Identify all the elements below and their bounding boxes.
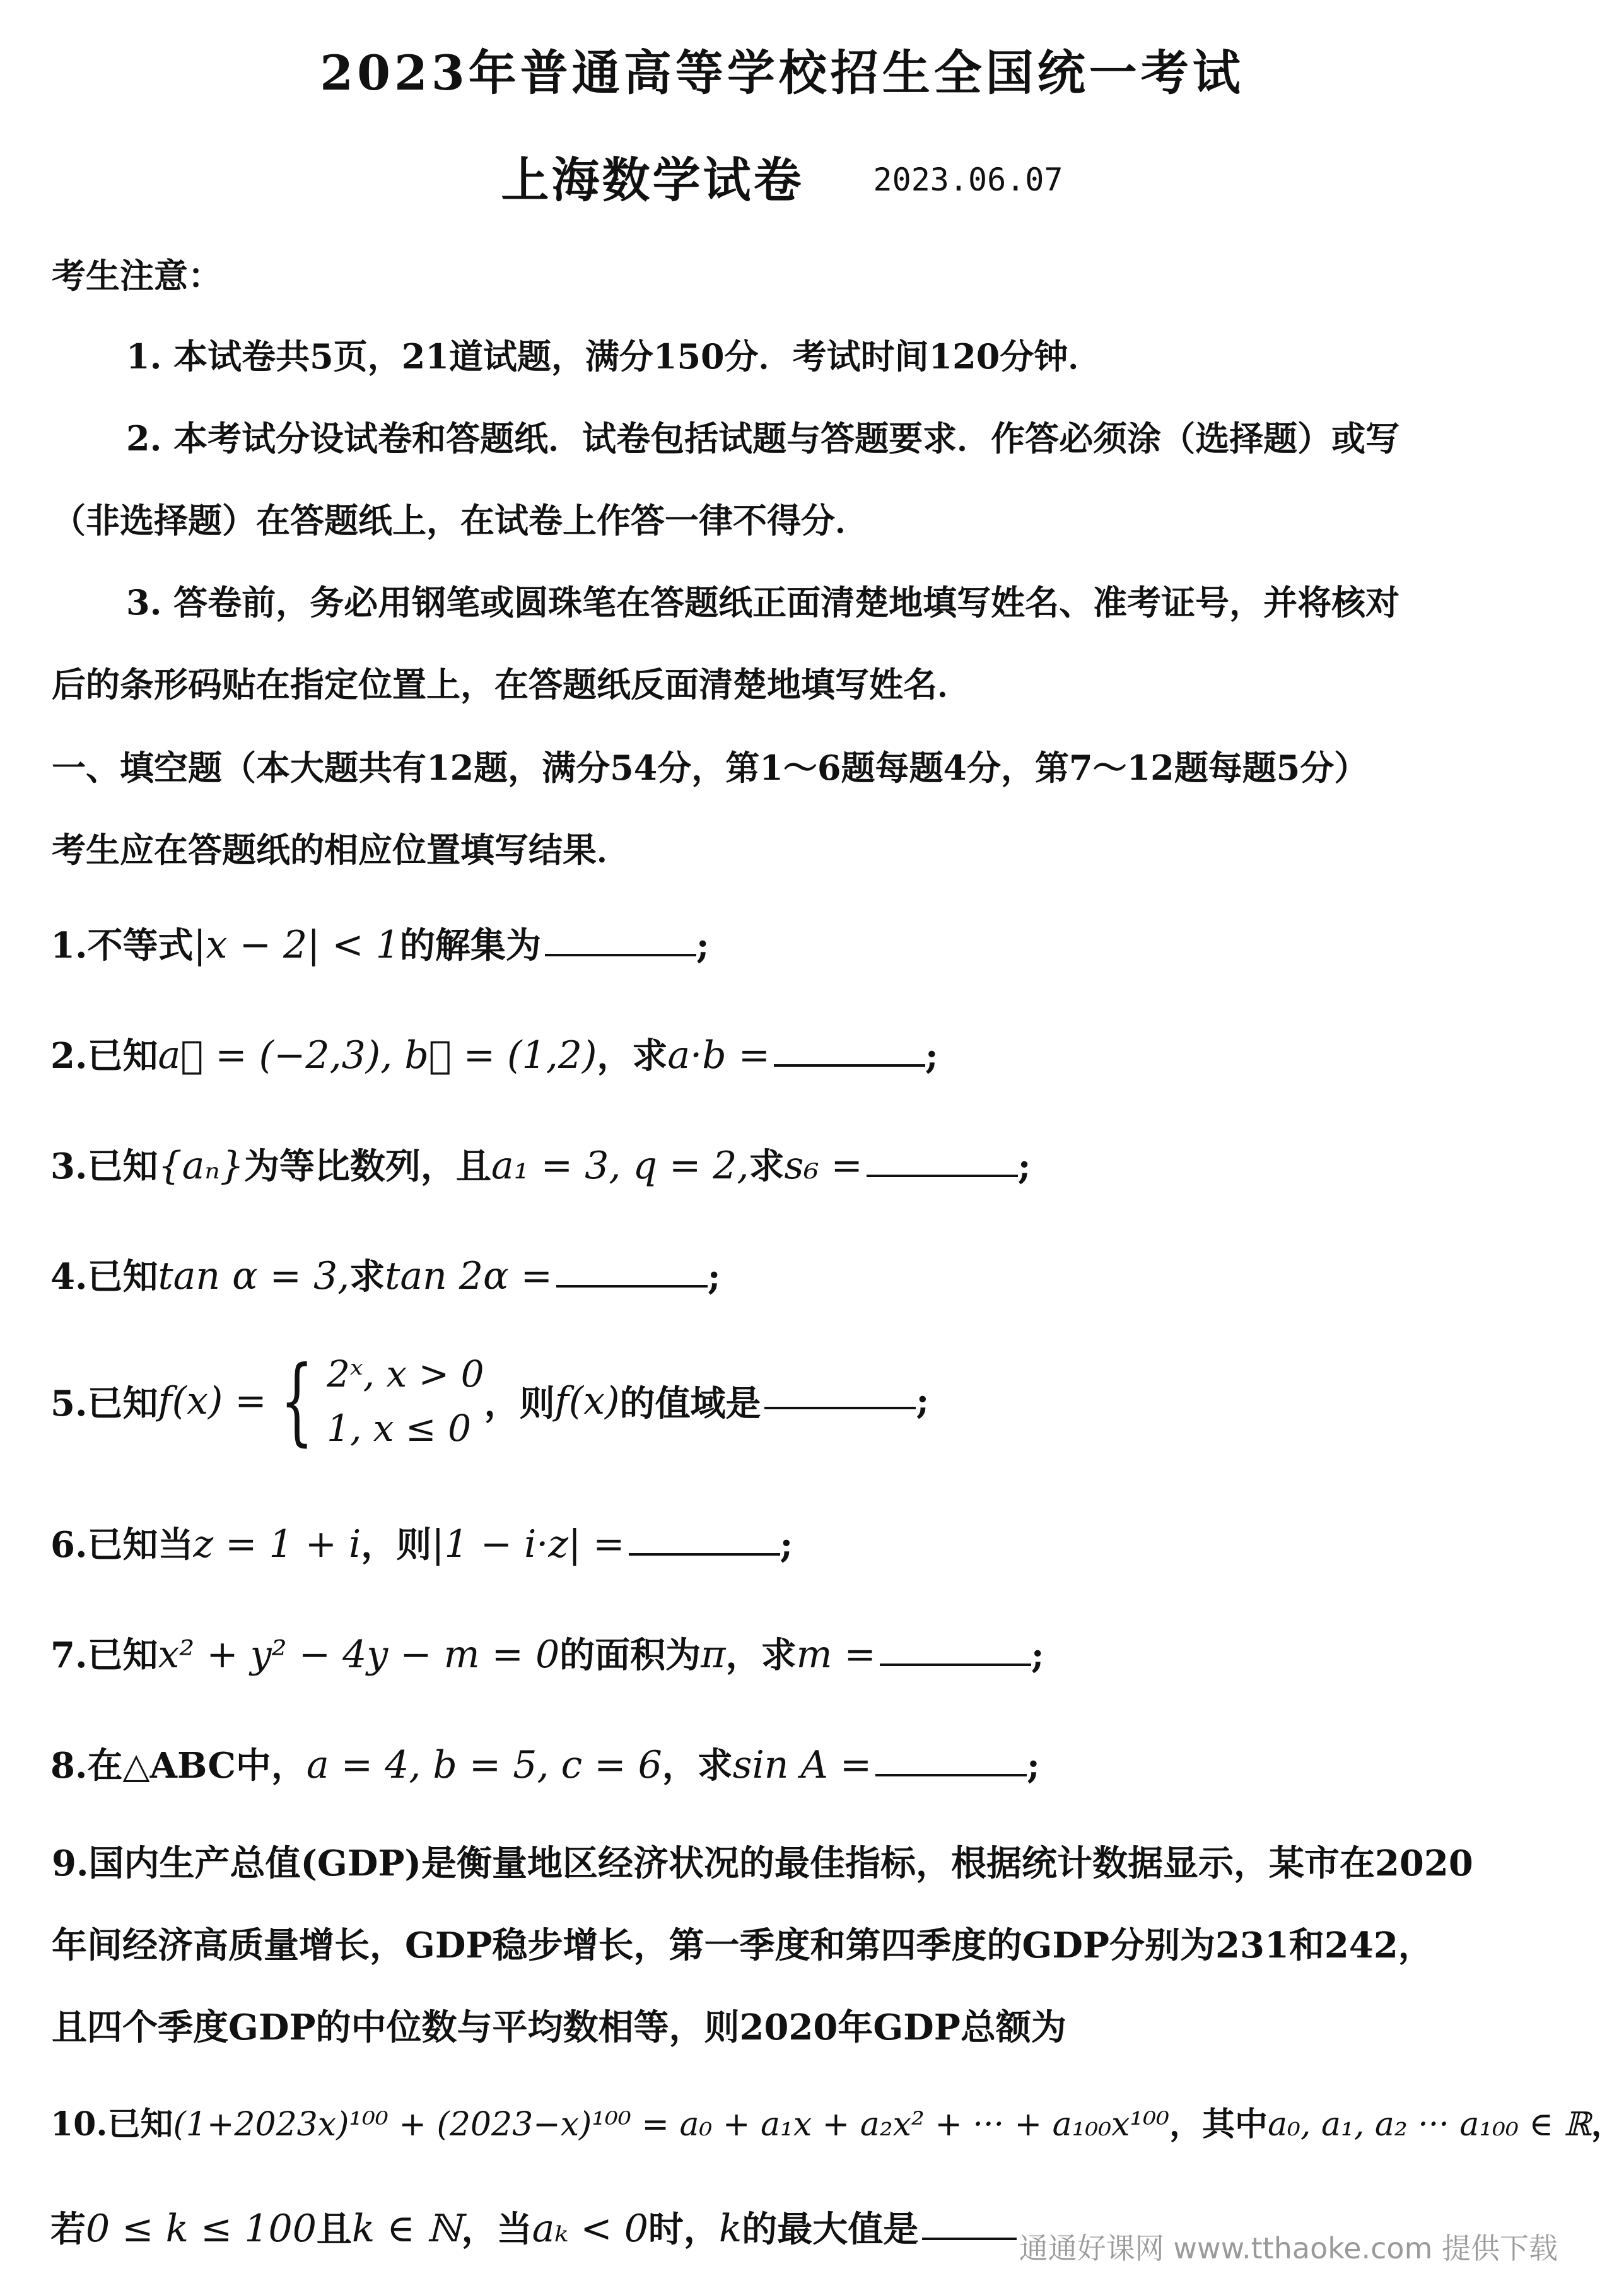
question-10-line-2: 若0 ≤ k ≤ 100且k ∈ ℕ，当aₖ < 0时，k的最大值是 bbox=[50, 2202, 1017, 2252]
notice-item-3-line-2: 后的条形码贴在指定位置上，在答题纸反面清楚地填写姓名． bbox=[52, 664, 971, 705]
notice-item-3-line-1: 3. 答卷前，务必用钢笔或圆珠笔在答题纸正面清楚地填写姓名、准考证号，并将核对 bbox=[126, 582, 1400, 623]
q1-answer-blank[interactable] bbox=[545, 954, 696, 956]
question-7: 7.已知x² + y² − 4y − m = 0的面积为π，求m = ; bbox=[50, 1633, 1044, 1677]
piecewise-cases: 2ˣ, x > 0 1, x ≤ 0 bbox=[327, 1353, 484, 1450]
q5-answer-blank[interactable] bbox=[764, 1407, 916, 1409]
question-10-line-1: 10.已知(1+2023x)¹⁰⁰ + (2023−x)¹⁰⁰ = a₀ + a₁x + a₂x² + ··· + a₁₀₀x¹⁰⁰，其中a₀, a₁, a₂ ··· a₁₀₀ ∈ ℝ， bbox=[50, 2105, 1624, 2144]
q4-expression: tan α = 3, bbox=[158, 1254, 350, 1298]
q7-equation: x² + y² − 4y − m = 0 bbox=[158, 1633, 560, 1677]
q7-answer-blank[interactable] bbox=[880, 1664, 1031, 1666]
notice-item-2-line-1: 2. 本考试分设试卷和答题纸．试卷包括试题与答题要求．作答必须涂（选择题）或写 bbox=[126, 418, 1400, 459]
question-9-line-2: 年间经济高质量增长，GDP稳步增长，第一季度和第四季度的GDP分别为231和242， bbox=[52, 1925, 1434, 1966]
q8-answer-blank[interactable] bbox=[875, 1774, 1027, 1776]
section-heading: 一、填空题（本大题共有12题，满分54分，第1～6题每题4分，第7～12题每题5分） bbox=[52, 748, 1369, 788]
q2-answer-blank[interactable] bbox=[774, 1064, 925, 1067]
question-8: 8.在△ABC中，a = 4, b = 5, c = 6，求sin A = ; bbox=[50, 1743, 1040, 1787]
q2-expression: a⃗ = (−2,3), b⃗ = (1,2) bbox=[158, 1033, 597, 1077]
section-instruction: 考生应在答题纸的相应位置填写结果． bbox=[52, 830, 631, 870]
q5-function: f(x) = bbox=[158, 1379, 267, 1423]
exam-date: 2023.06.07 bbox=[873, 161, 1063, 198]
notice-item-1: 1. 本试卷共5页，21道试题，满分150分．考试时间120分钟． bbox=[126, 336, 1102, 377]
watermark: 通通好课网 www.tthaoke.com 提供下载 bbox=[1019, 2231, 1558, 2265]
q3-answer-blank[interactable] bbox=[867, 1175, 1018, 1177]
q4-answer-blank[interactable] bbox=[556, 1285, 708, 1288]
question-6: 6.已知当z = 1 + i，则|1 − i·z| = ; bbox=[50, 1522, 793, 1566]
question-4: 4.已知tan α = 3,求tan 2α = ; bbox=[50, 1254, 721, 1298]
notice-heading: 考生注意： bbox=[52, 255, 222, 296]
q10-expansion: (1+2023x)¹⁰⁰ + (2023−x)¹⁰⁰ = a₀ + a₁x + a₂x² + ··· + a₁₀₀x¹⁰⁰ bbox=[173, 2106, 1170, 2144]
piecewise-brace: { bbox=[280, 1346, 313, 1456]
subtitle-region: 上海 bbox=[501, 152, 602, 208]
q3-sequence: {aₙ} bbox=[158, 1144, 244, 1188]
q1-expression: |x − 2| < 1 bbox=[193, 923, 400, 967]
question-5: 5.已知f(x) = { 2ˣ, x > 0 1, x ≤ 0 ，则f(x)的值域是 ; bbox=[50, 1346, 930, 1456]
q6-answer-blank[interactable] bbox=[629, 1553, 780, 1556]
q10-answer-blank[interactable] bbox=[922, 2238, 1017, 2240]
question-9-line-1: 9.国内生产总值(GDP)是衡量地区经济状况的最佳指标，根据统计数据显示，某市在2020 bbox=[52, 1843, 1473, 1884]
question-3: 3.已知{aₙ}为等比数列，且a₁ = 3, q = 2,求s₆ = ; bbox=[50, 1144, 1031, 1188]
exam-title: 2023年普通高等学校招生全国统一考试 bbox=[320, 45, 1244, 101]
subtitle-subject: 数学试卷 bbox=[602, 152, 804, 208]
q8-expression: a = 4, b = 5, c = 6 bbox=[306, 1743, 662, 1787]
question-2: 2.已知a⃗ = (−2,3), b⃗ = (1,2)，求a·b = ; bbox=[50, 1033, 938, 1077]
question-9-line-3: 且四个季度GDP的中位数与平均数相等，则2020年GDP总额为 bbox=[52, 2007, 1066, 2048]
q6-expression: z = 1 + i bbox=[193, 1522, 361, 1566]
question-1: 1.不等式|x − 2| < 1的解集为 ; bbox=[50, 923, 710, 967]
subtitle-row bbox=[0, 142, 1564, 211]
notice-item-2-line-2: （非选择题）在答题纸上，在试卷上作答一律不得分． bbox=[52, 500, 869, 541]
